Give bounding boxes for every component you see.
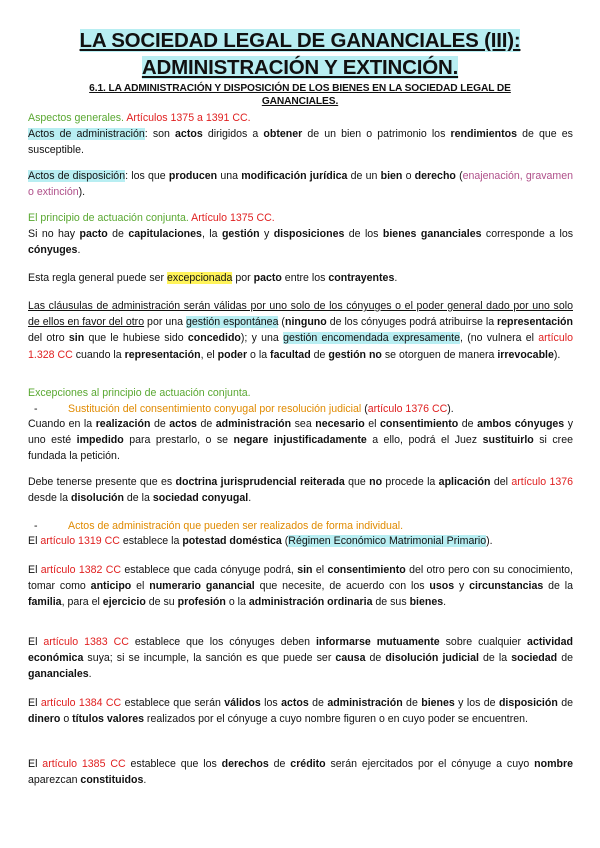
art1382-paragraph: El artículo 1382 CC establece que cada cónyuge podrá, sin el consentimiento del otro pero con su conocimiento, tomar como anticipo el numerario ganancial que necesite, de acuerdo con los usos y circunstancias de la familia, para el ejercicio de su profesión o la administración ordinaria de sus bienes. — [28, 564, 574, 609]
page-title-line-2: ADMINISTRACIÓN Y EXTINCIÓN. — [141, 56, 459, 79]
art1385-paragraph: El artículo 1385 CC establece que los derechos de crédito serán ejercitados por el cónyuge a cuyo nombre aparezcan constituidos. — [28, 758, 574, 787]
section-heading-line-2: GANANCIALES. — [261, 96, 339, 107]
art1319-paragraph: El artículo 1319 CC establece la potestad doméstica (Régimen Económico Matrimonial Primario). — [28, 535, 493, 547]
section-heading-line-1: 6.1. LA ADMINISTRACIÓN Y DISPOSICIÓN DE LOS BIENES EN LA SOCIEDAD LEGAL DE — [89, 83, 511, 94]
principio-heading: El principio de actuación conjunta. Artículo 1375 CC. — [28, 212, 275, 224]
doctrina-paragraph: Debe tenerse presente que es doctrina jurisprudencial reiterada que no procede la aplicación del artículo 1376 desde la disolución de la sociedad conyugal. — [28, 476, 574, 505]
art1384-paragraph: El artículo 1384 CC establece que serán válidos los actos de administración de bienes y los de disposición de dinero o títulos valores realizados por el cónyuge a cuyo nombre figuren o en cuyo poder se encuentren. — [28, 697, 573, 726]
actos-disposicion-paragraph: Actos de disposición: los que producen una modificación jurídica de un bien o derecho (enajenación, gravamen o extinción). — [28, 170, 574, 199]
aspectos-generales-heading: Aspectos generales. Artículos 1375 a 1391 CC. — [28, 112, 251, 124]
principio-paragraph: Si no hay pacto de capitulaciones, la gestión y disposiciones de los bienes gananciales corresponde a los cónyuges. — [28, 228, 574, 257]
page-title-line-1: LA SOCIEDAD LEGAL DE GANANCIALES (III): — [79, 29, 521, 52]
clausulas-paragraph: Las cláusulas de administración serán válidas por uno solo de los cónyuges o el poder general dado por uno solo de ellos en favor del otro por una gestión espontánea (ninguno de los cónyuges podrá atribuirse la representación del otro sin que le hubiese sido concedido); y una gestión encomendada expresamente, (no vulnera el artículo 1.328 CC cuando la representación, el poder o la facultad de gestión no se otorguen de manera irrevocable). — [28, 300, 573, 361]
excepciones-heading: Excepciones al principio de actuación conjunta. — [28, 387, 251, 399]
art1383-paragraph: El artículo 1383 CC establece que los cónyuges deben informarse mutuamente sobre cualquier actividad económica suya; si se incumple, la sanción es que puede ser causa de disolución judicial de la sociedad de gananciales. — [28, 636, 573, 681]
sustitucion-paragraph: Cuando en la realización de actos de administración sea necesario el consentimiento de ambos cónyuges y uno esté impedido para prestarlo, o se negare injustificadamente a ello, podrá el Juez sustituirlo si cree fundada la petición. — [28, 418, 574, 463]
regla-paragraph: Esta regla general puede ser excepcionada por pacto entre los contrayentes. — [28, 272, 398, 284]
individual-bullet-item: - Actos de administración que pueden ser realizados de forma individual. — [34, 520, 404, 532]
actos-administracion-paragraph: Actos de administración: son actos dirigidos a obtener de un bien o patrimonio los rendimientos de que es susceptible. — [28, 128, 573, 157]
sustitucion-bullet-item: - Sustitución del consentimiento conyugal por resolución judicial (artículo 1376 CC). — [34, 403, 454, 415]
